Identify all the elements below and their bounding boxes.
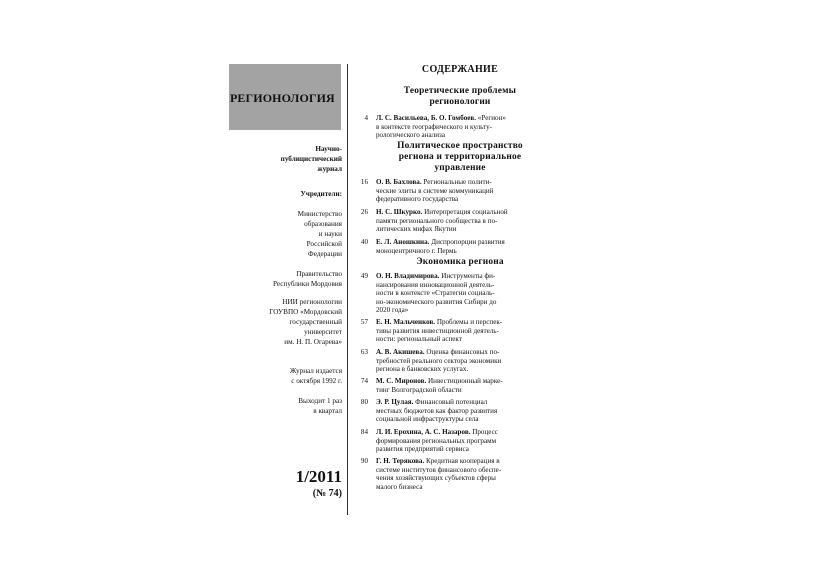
toc-author: О. В. Бахлова. <box>376 178 422 186</box>
toc-title-line: моноцентричного г. Пермь <box>376 246 457 255</box>
column-divider <box>347 64 348 515</box>
founder-line: Федерации <box>308 250 342 258</box>
toc-text <box>376 318 562 344</box>
toc-title-line: чения хозяйствующих субъектов сферы <box>376 474 496 483</box>
founder-line: ГОУВПО «Мордовский <box>269 308 342 316</box>
toc-author: Н. С. Шкурко. <box>376 208 423 216</box>
toc-title-line: тинг Волгоградской области <box>376 385 462 394</box>
toc-title-line: местных бюджетов как фактор развития <box>376 406 498 415</box>
founder-line: Правительство <box>296 270 342 278</box>
published-since <box>229 366 342 386</box>
toc-page: 40 <box>360 238 368 246</box>
published-line: Журнал издается <box>289 367 342 375</box>
founder-line: им. Н. П. Огарева» <box>284 338 342 346</box>
toc-title-line: малого бизнеса <box>376 482 423 491</box>
founder-line: государственный <box>289 318 342 326</box>
toc-title-line: Диспропорции развития <box>431 238 505 246</box>
toc-text <box>376 348 562 374</box>
frequency-line: Выходит 1 раз <box>298 397 342 405</box>
toc-title-line: Интерпретация социальной <box>424 208 508 216</box>
toc-title-line: в контексте географического и культу- <box>376 122 493 131</box>
toc-page: 57 <box>360 318 368 326</box>
founder-line: образования <box>304 220 342 228</box>
toc-title-line: рологического анализа <box>376 131 445 140</box>
toc-title-line: формирования региональных программ <box>376 436 497 445</box>
toc-author: М. С. Миронов. <box>376 377 427 385</box>
frequency-line: в квартал <box>313 407 342 415</box>
founder-line: Республики Мордовия <box>273 280 342 288</box>
toc-title-line: Инвестиционный марке- <box>428 377 503 385</box>
toc-author: Е. Л. Аношкина. <box>376 238 430 246</box>
founder-line: Министерство <box>297 210 342 218</box>
toc-title-line: но-экономического развития Сибири до <box>376 297 497 306</box>
section-heading <box>360 86 560 108</box>
toc-title-line: Кредитная кооперация в <box>426 457 500 465</box>
toc-title-line: памяти регионального сообщества в по- <box>376 216 498 225</box>
toc-title-line: Инструменты фи- <box>441 272 496 280</box>
founder-government <box>229 269 342 289</box>
toc-page: 63 <box>360 348 368 356</box>
published-line: с октября 1992 г. <box>291 377 342 385</box>
section-heading-line: Политическое пространство <box>397 141 523 151</box>
toc-title-line: литических мифах Якутии <box>376 225 457 234</box>
frequency <box>229 396 342 416</box>
toc-author: А. В. Акишева. <box>376 348 425 356</box>
toc-author: Е. Н. Мальченков. <box>376 318 436 326</box>
toc-title-line: тивы развития инвестиционной деятель- <box>376 326 499 335</box>
toc-title-line: Оценка финансовых по- <box>426 348 500 356</box>
toc-text <box>376 272 562 315</box>
toc-author: О. Н. Владимирова. <box>376 272 440 280</box>
toc-title-line: федеративного государства <box>376 195 459 204</box>
toc-title-line: «Регион» <box>477 114 506 122</box>
toc-page: 26 <box>360 208 368 216</box>
journal-type-line: публицистический <box>280 155 342 163</box>
founder-line: университет <box>304 328 342 336</box>
toc-text <box>376 428 562 454</box>
issue-subnumber: (№ 74) <box>312 488 342 499</box>
toc-page: 80 <box>360 398 368 406</box>
journal-type <box>229 144 342 174</box>
section-heading <box>360 257 560 268</box>
journal-type-line: журнал <box>317 165 342 173</box>
toc-title-line: требностей реального сектора экономики <box>376 356 502 365</box>
toc-page: 16 <box>360 178 368 186</box>
toc-page: 4 <box>364 114 368 122</box>
toc-author: Г. Н. Терякова. <box>376 457 425 465</box>
toc-title-line: 2020 года» <box>376 306 409 315</box>
toc-title-line: социальной инфраструктуры села <box>376 415 479 424</box>
toc-author: Л. С. Васильева, Б. О. Гомбоев. <box>376 114 477 122</box>
toc-page: 74 <box>360 377 368 385</box>
toc-author: Л. И. Ерохина, А. С. Назаров. <box>376 428 471 436</box>
journal-type-line: Научно- <box>315 145 342 153</box>
toc-title-line: Процесс <box>472 428 498 436</box>
section-heading <box>360 141 560 174</box>
toc-text <box>376 398 562 424</box>
section-heading-line: Экономика региона <box>416 257 504 267</box>
founder-line: и науки <box>318 230 342 238</box>
toc-text <box>376 457 562 491</box>
toc-text <box>376 377 562 394</box>
journal-title-box <box>229 64 341 130</box>
toc-text <box>376 238 562 255</box>
contents-title: СОДЕРЖАНИЕ <box>421 64 499 75</box>
section-heading-line: Теоретические проблемы <box>403 86 517 96</box>
founder-line: Российской <box>306 240 342 248</box>
toc-text <box>376 208 562 234</box>
toc-page: 84 <box>360 428 368 436</box>
toc-author: Э. Р. Цулая. <box>376 398 414 406</box>
toc-page: 90 <box>360 457 368 465</box>
toc-text <box>376 114 562 140</box>
section-heading-line: управление <box>434 163 486 173</box>
toc-title-line: Проблемы и перспек- <box>436 318 503 326</box>
toc-title-line: нансирования инновационной деятель- <box>376 280 495 289</box>
toc-page: 49 <box>360 272 368 280</box>
journal-title: РЕГИОНОЛОГИЯ <box>230 91 335 105</box>
toc-title-line: развития предприятий сервиса <box>376 445 469 454</box>
toc-title-line: ческие элиты в системе коммуникаций <box>376 186 494 195</box>
founder-line: НИИ регионологии <box>282 298 342 306</box>
issue-number: 1/2011 <box>295 467 342 486</box>
section-heading-line: региона и территориальное <box>398 152 522 162</box>
section-heading-line: регионологии <box>429 97 491 107</box>
toc-title-line: Финансовый потенциал <box>415 398 488 406</box>
toc-title-line: ности в контексте «Стратегии социаль- <box>376 289 495 298</box>
toc-title-line: Региональные полити- <box>423 178 492 186</box>
toc-title-line: ности: региональный аспект <box>376 335 462 344</box>
founders-label: Учредители: <box>300 190 342 198</box>
toc-title-line: региона в банковских услугах. <box>376 365 469 374</box>
founder-institute <box>229 297 342 347</box>
toc-text <box>376 178 562 204</box>
founder-ministry <box>229 209 342 259</box>
toc-title-line: системе институтов финансового обеспе- <box>376 465 502 474</box>
